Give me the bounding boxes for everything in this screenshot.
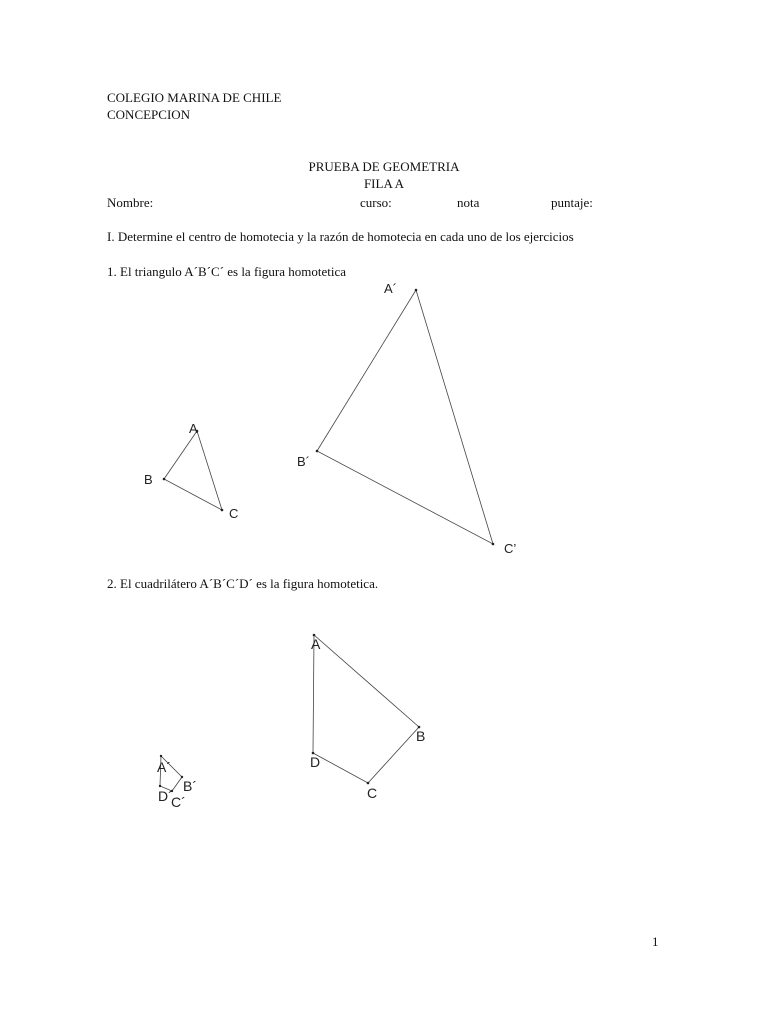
score-field-label: puntaje: bbox=[551, 195, 593, 210]
label-q-d: D bbox=[310, 754, 321, 770]
label-qp-d: D´ bbox=[158, 788, 173, 804]
name-field-label: Nombre: bbox=[107, 195, 154, 210]
label-a-prime: A´ bbox=[384, 281, 397, 296]
school-name: COLEGIO MARINA DE CHILE bbox=[107, 90, 282, 105]
label-q-c: C bbox=[367, 785, 378, 801]
vertex-q-c bbox=[367, 782, 370, 785]
label-qp-a: A´ bbox=[157, 759, 171, 775]
label-q-a: A bbox=[311, 636, 321, 652]
label-c: C bbox=[229, 506, 239, 521]
course-field-label: curso: bbox=[360, 195, 392, 210]
label-q-b: B bbox=[416, 728, 426, 744]
vertex-qp-d bbox=[159, 785, 161, 787]
school-city: CONCEPCION bbox=[107, 107, 191, 122]
label-a: A bbox=[189, 421, 198, 436]
page-number: 1 bbox=[652, 934, 659, 949]
exercise-1-text: 1. El triangulo A´B´C´ es la figura homotetica bbox=[107, 264, 346, 279]
vertex-b-prime bbox=[316, 450, 319, 453]
label-qp-b: B´ bbox=[183, 778, 197, 794]
test-title: PRUEBA DE GEOMETRIA bbox=[308, 159, 460, 174]
exercise-2-text: 2. El cuadrilátero A´B´C´D´ es la figura homotetica. bbox=[107, 576, 379, 591]
test-row: FILA A bbox=[363, 176, 405, 191]
vertex-a-prime bbox=[415, 289, 418, 292]
label-b-prime: B´ bbox=[297, 454, 310, 469]
grade-field-label: nota bbox=[457, 195, 480, 210]
label-b: B bbox=[144, 472, 153, 487]
instructions: I. Determine el centro de homotecia y la razón de homotecia en cada uno de los ejercicios bbox=[107, 229, 574, 244]
quadrilateral-abcd bbox=[313, 635, 419, 783]
label-c-prime: C’ bbox=[504, 541, 517, 556]
triangle-abc bbox=[164, 431, 222, 510]
triangle-abc-prime bbox=[317, 290, 493, 544]
vertex-c bbox=[221, 509, 224, 512]
vertex-qp-a bbox=[160, 755, 162, 757]
vertex-b bbox=[163, 478, 166, 481]
label-qp-c: C´ bbox=[171, 794, 186, 810]
vertex-c-prime bbox=[492, 543, 495, 546]
